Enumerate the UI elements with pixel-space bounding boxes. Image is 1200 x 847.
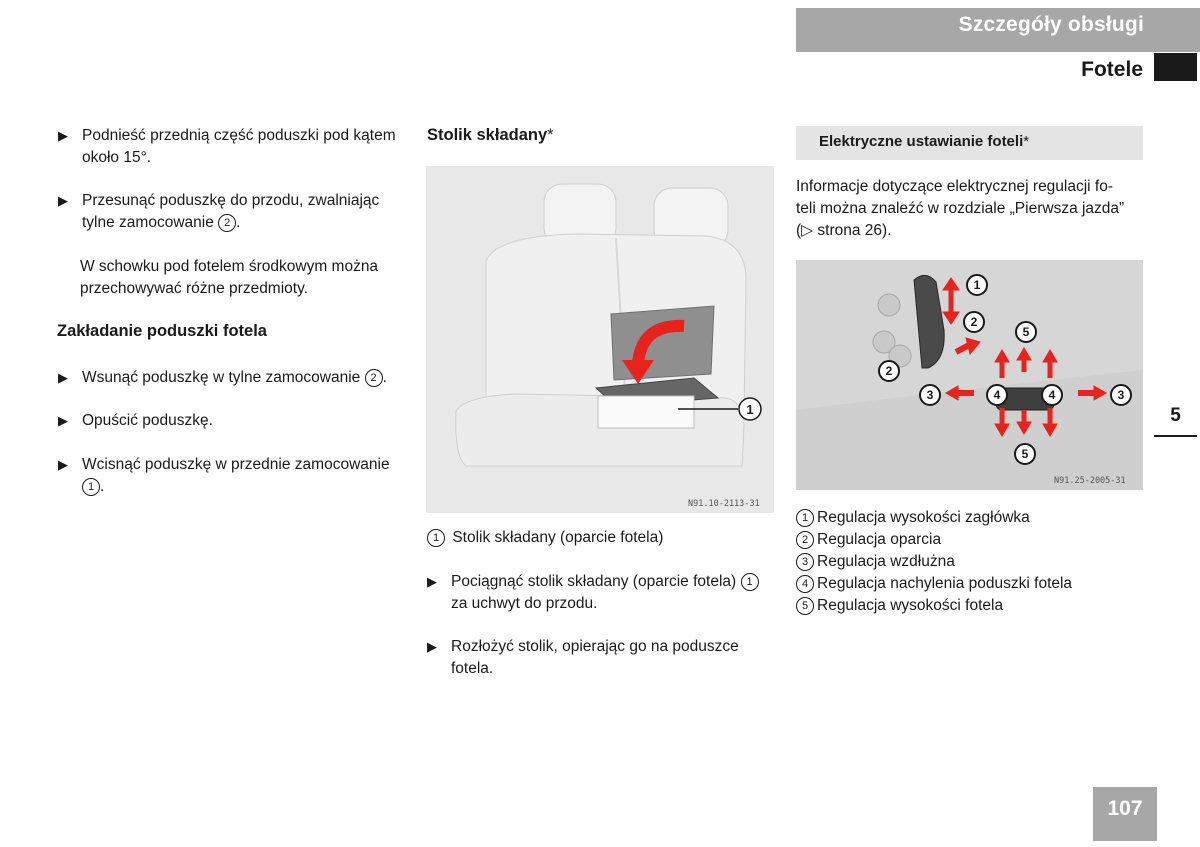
info-text-line: Informacje dotyczące elektrycznej regulacji fo- [796, 178, 1114, 195]
legend-text: Regulacja nachylenia poduszki fotela [817, 575, 1073, 592]
heading-text: Stolik składany [427, 126, 548, 144]
bullet-arrow-icon: ▶ [58, 457, 68, 472]
bullet-text: Pociągnąć stolik składany (oparcie fotela) [451, 573, 737, 590]
legend-number: 5 [796, 597, 814, 615]
electric-seat-figure [796, 260, 1143, 490]
page-number: 107 [1107, 797, 1143, 820]
info-text-line: ( [796, 222, 802, 239]
electric-seat-illustration [796, 260, 1143, 490]
svg-text:2: 2 [885, 364, 893, 378]
subheading: Zakładanie poduszki fotela [57, 322, 267, 340]
legend-number: 2 [796, 531, 814, 549]
page-ref-arrow-icon: ▷ [801, 222, 814, 239]
info-box-title-text: Elektryczne ustawianie foteli [819, 133, 1024, 150]
bullet-text: Wcisnąć poduszkę w przednie zamocowanie [82, 456, 390, 473]
section-title: Szczegóły obsługi [958, 13, 1144, 36]
legend-number: 1 [796, 509, 814, 527]
list-item [58, 410, 432, 432]
seat-table-illustration [426, 166, 774, 513]
note [80, 256, 410, 300]
callout-ref: 1 [741, 573, 759, 591]
callout-ref: 2 [218, 214, 236, 232]
legend-text: Stolik składany (oparcie fotela) [452, 529, 664, 546]
bullet-arrow-icon: ▶ [427, 574, 437, 589]
info-text [796, 176, 1146, 242]
legend-number: 1 [427, 529, 445, 547]
bullet-text: Rozłożyć stolik, opierając go na poduszce [451, 638, 739, 655]
legend-text: Regulacja wysokości fotela [817, 597, 1004, 614]
bullet-arrow-icon: ▶ [58, 128, 68, 143]
bullet-arrow-icon: ▶ [58, 370, 68, 385]
legend-item [796, 573, 1156, 595]
bullet-arrow-icon: ▶ [58, 413, 68, 428]
note-text: przechowywać różne przedmioty. [80, 280, 308, 297]
callout-ref: 2 [365, 369, 383, 387]
legend-item [796, 529, 1156, 551]
callout-label: 1 [746, 402, 754, 417]
legend-number: 3 [796, 553, 814, 571]
list-item [58, 125, 432, 169]
bullet-text: około 15°. [82, 149, 152, 166]
legend-number: 4 [796, 575, 814, 593]
bullet-text: Podnieść przednią część poduszki pod kątem [82, 127, 396, 144]
legend-item [796, 551, 1156, 573]
chapter-number: 5 [1170, 405, 1181, 426]
info-box [796, 126, 1143, 160]
bullet-text: fotela. [451, 660, 494, 677]
footnote-star: * [547, 126, 554, 144]
legend-text: Regulacja wysokości zagłówka [817, 509, 1030, 526]
figure-code: N91.25-2005-31 [1054, 476, 1126, 486]
bullet-text: Przesunąć poduszkę do przodu, zwalniając [82, 192, 380, 209]
bullet-arrow-icon: ▶ [427, 639, 437, 654]
header-marker [1154, 53, 1197, 81]
figure-legend-list [796, 507, 1156, 617]
bullet-text: tylne zamocowanie [82, 214, 214, 231]
svg-text:5: 5 [1022, 325, 1030, 339]
bullet-text: Wsunąć poduszkę w tylne zamocowanie [82, 369, 361, 386]
bullet-arrow-icon: ▶ [58, 193, 68, 208]
info-text-line: strona 26). [813, 222, 892, 239]
note-text: W schowku pod fotelem środkowym można [80, 258, 379, 275]
info-box-title [796, 126, 1143, 150]
list-item [427, 571, 806, 615]
chapter-tab [1154, 399, 1197, 437]
section-heading [427, 126, 554, 145]
svg-text:4: 4 [993, 388, 1001, 402]
list-item: ▶ Wsunąć poduszkę w tylne zamocowanie 2 . [58, 367, 432, 389]
info-text-line: teli można znaleźć w rozdziale „Pierwsza jazda” [796, 200, 1125, 217]
list-item [427, 636, 806, 680]
topic-title: Fotele [1081, 58, 1143, 81]
svg-text:3: 3 [1117, 388, 1125, 402]
figure-legend [427, 527, 663, 549]
seat-table-figure [426, 166, 774, 513]
legend-text: Regulacja oparcia [817, 531, 942, 548]
svg-text:1: 1 [973, 278, 981, 292]
svg-text:2: 2 [970, 315, 978, 329]
figure-code: N91.10-2113-31 [688, 499, 760, 509]
legend-item [796, 595, 1156, 617]
svg-text:3: 3 [926, 388, 934, 402]
list-item: ▶ Wcisnąć poduszkę w przednie zamocowanie 1 . [58, 454, 432, 498]
legend-text: Regulacja wzdłużna [817, 553, 955, 570]
svg-text:4: 4 [1048, 388, 1056, 402]
footnote-star: * [1023, 133, 1030, 150]
legend-item [796, 507, 1156, 529]
list-item: ▶ Przesunąć poduszkę do przodu, zwalniając tylne zamocowanie 2 . [58, 190, 432, 234]
callout-ref: 1 [82, 478, 100, 496]
page-number-box [1093, 787, 1157, 841]
bullet-text: Opuścić poduszkę. [82, 412, 213, 429]
svg-text:5: 5 [1021, 447, 1029, 461]
bullet-text: za uchwyt do przodu. [451, 595, 598, 612]
